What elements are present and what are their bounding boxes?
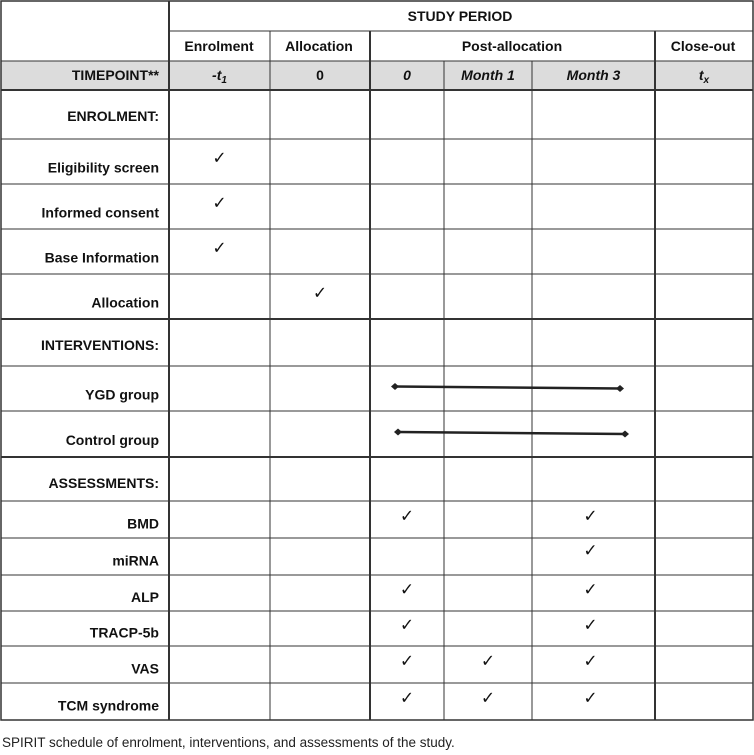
timepoint-5: $t_x$ xyxy=(698,67,710,86)
row-label-mirna: miRNA xyxy=(112,552,159,569)
check-mark: ✓ xyxy=(399,580,415,600)
timepoint-2: 0 xyxy=(403,67,411,83)
row-label-eligibility-screen: Eligibility screen xyxy=(47,159,159,176)
row-label-tracp-5b: TRACP-5b xyxy=(89,624,159,641)
row-label-bmd: BMD xyxy=(127,515,159,532)
row-label-enrolment: ENROLMENT: xyxy=(67,108,159,124)
phase-enrolment: Enrolment xyxy=(184,38,254,54)
row-label-informed-consent: Informed consent xyxy=(41,204,159,221)
check-mark: ✓ xyxy=(312,283,328,304)
check-mark: ✓ xyxy=(399,688,415,709)
timepoint-subscript: 1 xyxy=(221,75,227,86)
timepoint-3: Month 1 xyxy=(461,67,515,83)
timepoint-0: $-t_1$ xyxy=(212,67,227,86)
check-mark: ✓ xyxy=(583,651,598,672)
check-mark: ✓ xyxy=(399,615,415,636)
check-mark: ✓ xyxy=(583,688,598,709)
check-mark: ✓ xyxy=(212,238,227,259)
row-label-alp: ALP xyxy=(131,589,159,605)
phase-allocation: Allocation xyxy=(285,38,353,54)
timepoint-subscript: x xyxy=(703,75,710,86)
row-label-assessments: ASSESSMENTS: xyxy=(48,475,159,491)
timepoint-label: TIMEPOINT** xyxy=(71,67,159,83)
check-mark: ✓ xyxy=(212,193,227,214)
phase-post-allocation: Post-allocation xyxy=(461,38,563,54)
check-mark: ✓ xyxy=(583,506,598,527)
study-period-heading: STUDY PERIOD xyxy=(407,8,513,24)
check-mark: ✓ xyxy=(480,688,496,709)
row-label-allocation: Allocation xyxy=(91,294,159,311)
check-mark: ✓ xyxy=(480,651,496,672)
timepoint-1: 0 xyxy=(316,67,324,83)
row-label-tcm-syndrome: TCM syndrome xyxy=(57,697,159,714)
row-label-vas: VAS xyxy=(131,660,159,677)
figure-caption: SPIRIT schedule of enrolment, interventions, and assessments of the study. xyxy=(2,735,455,750)
check-mark: ✓ xyxy=(399,651,415,672)
row-label-control-group: Control group xyxy=(65,432,159,448)
phase-close-out: Close-out xyxy=(670,38,736,54)
row-label-base-information: Base Information xyxy=(44,249,159,266)
check-mark: ✓ xyxy=(212,148,227,169)
check-mark: ✓ xyxy=(583,615,598,636)
schedule-marks xyxy=(212,149,629,709)
check-mark: ✓ xyxy=(583,580,598,600)
row-label-ygd-group: YGD group xyxy=(85,386,159,403)
timepoint-4: Month 3 xyxy=(566,67,621,83)
intervention-span-line xyxy=(394,429,629,438)
check-mark: ✓ xyxy=(399,506,415,527)
row-label-interventions: INTERVENTIONS: xyxy=(41,337,159,353)
check-mark: ✓ xyxy=(583,541,598,561)
intervention-span-line xyxy=(391,383,624,392)
